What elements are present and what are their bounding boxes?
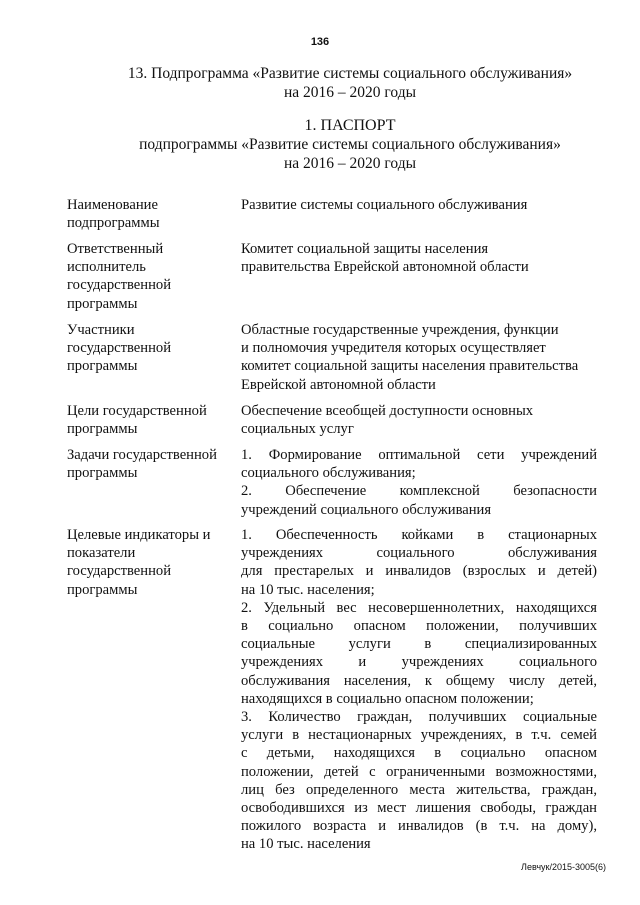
row-label [67, 240, 241, 313]
value-line: 2. Обеспечение комплексной безопасности [241, 483, 597, 500]
title-line-1: 13. Подпрограмма «Развитие системы социального обслуживания» [127, 65, 573, 82]
value-line: и полномочия учредителя которых осуществляет [241, 340, 546, 357]
value-line: социального обслуживания; [241, 465, 416, 482]
passport-row-tasks [67, 446, 607, 519]
value-line: 1. Формирование оптимальной сети учреждений [241, 447, 597, 463]
row-value [241, 526, 597, 854]
value-line: социальных услуг [241, 421, 354, 438]
passport-subtitle: подпрограммы «Развитие системы социального обслуживания» [139, 136, 561, 153]
value-line: на 10 тыс. населения [241, 836, 371, 853]
value-line: учреждениях социального обслуживания [241, 545, 597, 562]
value-line: положении, детей с ограниченными возможностями, [241, 763, 597, 780]
value-line: 3. Количество граждан, получивших социальные [241, 709, 597, 726]
row-label [67, 446, 241, 519]
value-line: Комитет социальной защиты населения [241, 241, 489, 257]
label-line: Участники [67, 322, 135, 338]
value-line: Областные государственные учреждения, функции [241, 322, 559, 338]
row-label [67, 196, 241, 232]
value-line: Обеспечение всеобщей доступности основных [241, 403, 534, 419]
label-line: программы [67, 358, 138, 375]
label-line: программы [67, 421, 138, 438]
document-title [0, 64, 640, 102]
value-line: для престарелых и инвалидов (взрослых и детей) [241, 563, 597, 580]
value-line: Еврейской автономной области [241, 376, 436, 393]
document-code: Левчук/2015-3005(6) [521, 862, 606, 872]
label-line: программы [67, 295, 138, 312]
label-line: исполнитель [67, 259, 146, 276]
row-value [241, 196, 597, 232]
value-line: в социально опасном положении, получивших [241, 618, 597, 635]
label-line: программы [67, 581, 138, 598]
label-line: государственной [67, 340, 172, 357]
value-line: 2. Удельный вес несовершеннолетних, находящихся [241, 599, 597, 616]
passport-period: на 2016 – 2020 годы [284, 155, 416, 172]
value-line: услуги в нестационарных учреждениях, в т.ч. семей [241, 727, 597, 744]
value-line: находящихся в социально опасном положении; [241, 690, 534, 707]
label-line: Целевые индикаторы и [67, 527, 211, 543]
passport-row-indicators [67, 526, 607, 854]
passport-row-responsible [67, 240, 607, 313]
label-line: Наименование [67, 197, 158, 213]
label-line: подпрограммы [67, 215, 160, 232]
value-line: с детьми, находящихся в социально опасном [241, 745, 597, 762]
row-value [241, 321, 597, 394]
title-line-2: на 2016 – 2020 годы [284, 84, 416, 101]
label-line: государственной [67, 277, 172, 294]
label-line: показатели [67, 545, 136, 562]
row-label [67, 402, 241, 438]
row-value [241, 402, 597, 438]
value-line: учреждений социального обслуживания [241, 501, 492, 518]
row-value [241, 446, 597, 519]
passport-title: 1. ПАСПОРТ [304, 117, 396, 134]
value-line: Развитие системы социального обслуживания [241, 197, 528, 213]
passport-row-participants [67, 321, 607, 394]
row-label [67, 321, 241, 394]
value-line: пожилого возраста и инвалидов (в т.ч. на дому), [241, 818, 597, 835]
page-number: 136 [310, 36, 330, 48]
row-value [241, 240, 597, 313]
value-line: учреждениях и учреждениях социального [241, 654, 597, 671]
value-line: лиц без определенного места жительства, граждан, [241, 781, 597, 798]
value-line: правительства Еврейской автономной области [241, 259, 529, 276]
passport-row-goals [67, 402, 607, 438]
value-line: обслуживания населения, к общему числу детей, [241, 672, 597, 689]
label-line: Цели государственной [67, 403, 207, 419]
label-line: Ответственный [67, 241, 164, 257]
value-line: освободившихся из мест лишения свободы, граждан [241, 800, 597, 817]
label-line: Задачи государственной [67, 447, 217, 463]
value-line: 1. Обеспеченность койками в стационарных [241, 527, 597, 543]
value-line: комитет социальной защиты населения правительства [241, 358, 579, 375]
value-line: на 10 тыс. населения; [241, 581, 375, 598]
row-label [67, 526, 241, 854]
value-line: социальные услуги в специализированных [241, 636, 597, 653]
passport-row-name [67, 196, 607, 232]
label-line: программы [67, 465, 138, 482]
label-line: государственной [67, 563, 172, 580]
passport-heading [0, 116, 640, 173]
